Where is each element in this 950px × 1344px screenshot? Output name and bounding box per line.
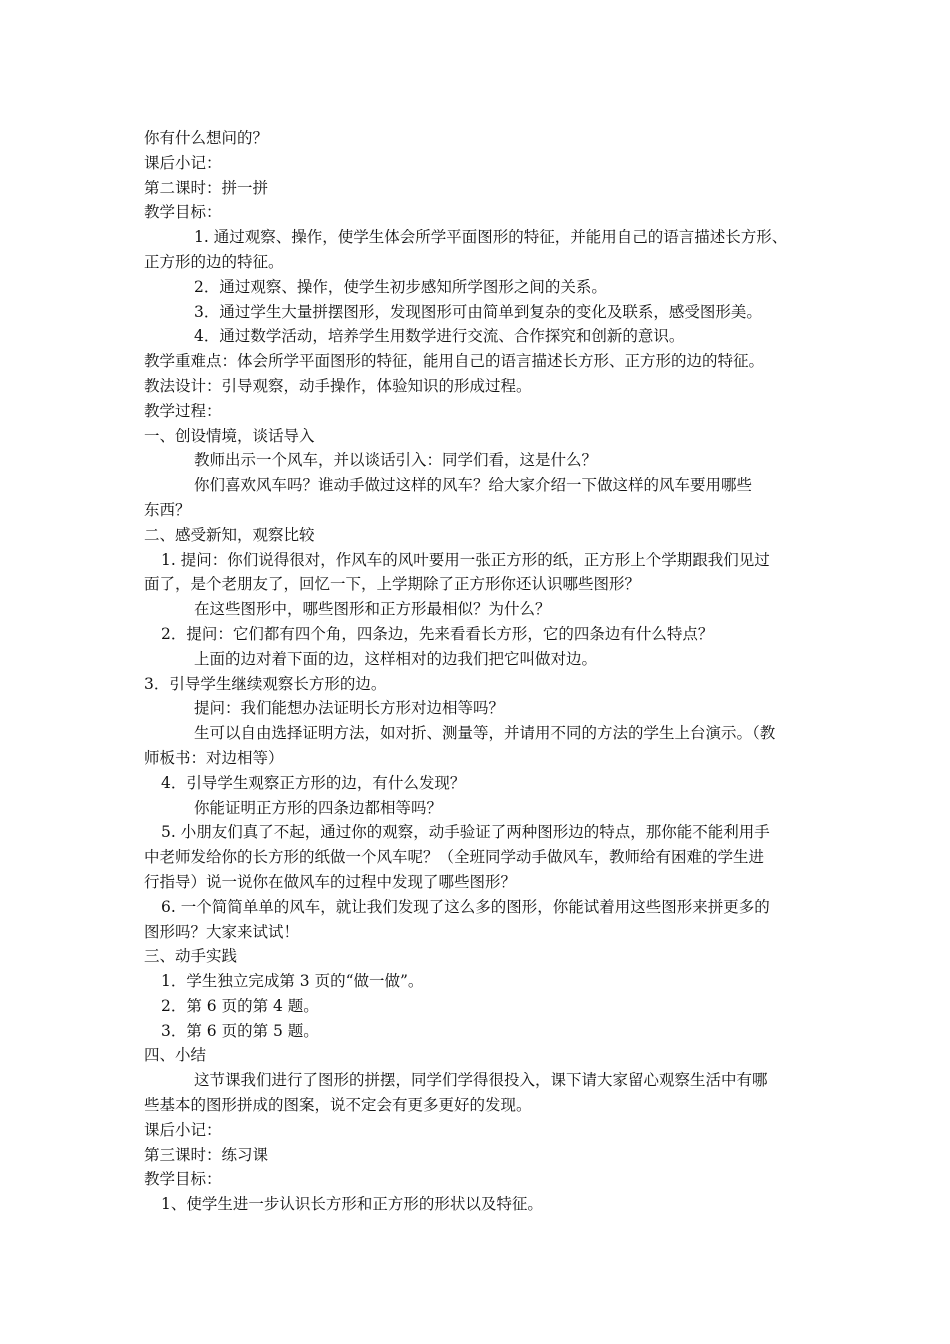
text-line: 教学目标：: [144, 1170, 222, 1189]
text-line: 你有什么想问的？: [144, 129, 269, 147]
text-line: 图形吗？大家来试试！: [144, 922, 300, 941]
text-line: 一、创设情境，谈话导入: [144, 426, 315, 445]
text-line: 二、感受新知，观察比较: [144, 525, 315, 544]
text-line: 师板书：对边相等）: [144, 748, 284, 767]
text-line: 1、使学生进一步认识长方形和正方形的形状以及特征。: [161, 1195, 543, 1214]
text-line: 东西？: [144, 500, 191, 519]
text-line: 提问：我们能想办法证明长方形对边相等吗？: [194, 699, 505, 718]
text-line: 4．通过数学活动，培养学生用数学进行交流、合作探究和创新的意识。: [194, 327, 685, 346]
text-line: 上面的边对着下面的边，这样相对的边我们把它叫做对边。: [194, 649, 598, 668]
text-line: 1．学生独立完成第 3 页的“做一做”。: [161, 972, 424, 991]
text-line: 4．引导学生观察正方形的边，有什么发现？: [161, 773, 466, 792]
text-line: 课后小记：: [144, 153, 222, 172]
text-line: 正方形的边的特征。: [144, 252, 284, 271]
text-line: 教学过程：: [144, 401, 222, 420]
text-line: 2．第 6 页的第 4 题。: [161, 996, 319, 1015]
text-line: 三、动手实践: [144, 947, 238, 966]
text-line: 行指导）说一说你在做风车的过程中发现了哪些图形？: [144, 872, 517, 891]
text-line: 5. 小朋友们真了不起，通过你的观察，动手验证了两种图形边的特点，那你能不能利用手: [161, 823, 770, 842]
text-line: 3．第 6 页的第 5 题。: [161, 1021, 319, 1040]
text-line: 你能证明正方形的四条边都相等吗？: [194, 798, 443, 817]
text-line: 面了，是个老朋友了，回忆一下，上学期除了正方形你还认识哪些图形？: [144, 575, 641, 594]
text-line: 四、小结: [144, 1046, 207, 1065]
text-line: 1. 通过观察、操作，使学生体会所学平面图形的特征，并能用自己的语言描述长方形、: [194, 228, 788, 247]
text-line: 2．提问：它们都有四个角，四条边，先来看看长方形，它的四条边有什么特点？: [161, 624, 714, 643]
text-line: 些基本的图形拼成的图案，说不定会有更多更好的发现。: [144, 1096, 532, 1115]
text-line: 这节课我们进行了图形的拼摆，同学们学得很投入，课下请大家留心观察生活中有哪: [194, 1071, 768, 1090]
text-line: 在这些图形中，哪些图形和正方形最相似？为什么？: [194, 600, 551, 619]
text-line: 教师出示一个风车，并以谈话引入：同学们看，这是什么？: [194, 451, 598, 470]
text-line: 中老师发给你的长方形的纸做一个风车呢？（全班同学动手做风车，教师给有困难的学生进: [144, 848, 765, 867]
text-line: 教法设计：引导观察，动手操作，体验知识的形成过程。: [144, 376, 532, 395]
text-line: 3．通过学生大量拼摆图形，发现图形可由简单到复杂的变化及联系，感受图形美。: [194, 302, 762, 321]
text-line: 1. 提问：你们说得很对，作风车的风叶要用一张正方形的纸，正方形上个学期跟我们见过: [161, 550, 770, 569]
text-line: 生可以自由选择证明方法，如对折、测量等，并请用不同的方法的学生上台演示。（教: [194, 724, 776, 743]
text-line: 6. 一个简简单单的风车，就让我们发现了这么多的图形，你能试着用这些图形来拼更多的: [161, 897, 770, 916]
text-line: 第二课时：拼一拼: [144, 178, 269, 197]
text-line: 你们喜欢风车吗？谁动手做过这样的风车？给大家介绍一下做这样的风车要用哪些: [194, 476, 753, 495]
text-line: 第三课时：练习课: [144, 1145, 269, 1164]
document-body: [144, 126, 812, 1217]
text-line: 教学目标：: [144, 203, 222, 222]
text-line: 课后小记：: [144, 1120, 222, 1139]
text-line: 3．引导学生继续观察长方形的边。: [144, 674, 387, 693]
text-line: 教学重难点：体会所学平面图形的特征，能用自己的语言描述长方形、正方形的边的特征。: [144, 352, 765, 371]
text-line: 2．通过观察、操作，使学生初步感知所学图形之间的关系。: [194, 277, 607, 296]
